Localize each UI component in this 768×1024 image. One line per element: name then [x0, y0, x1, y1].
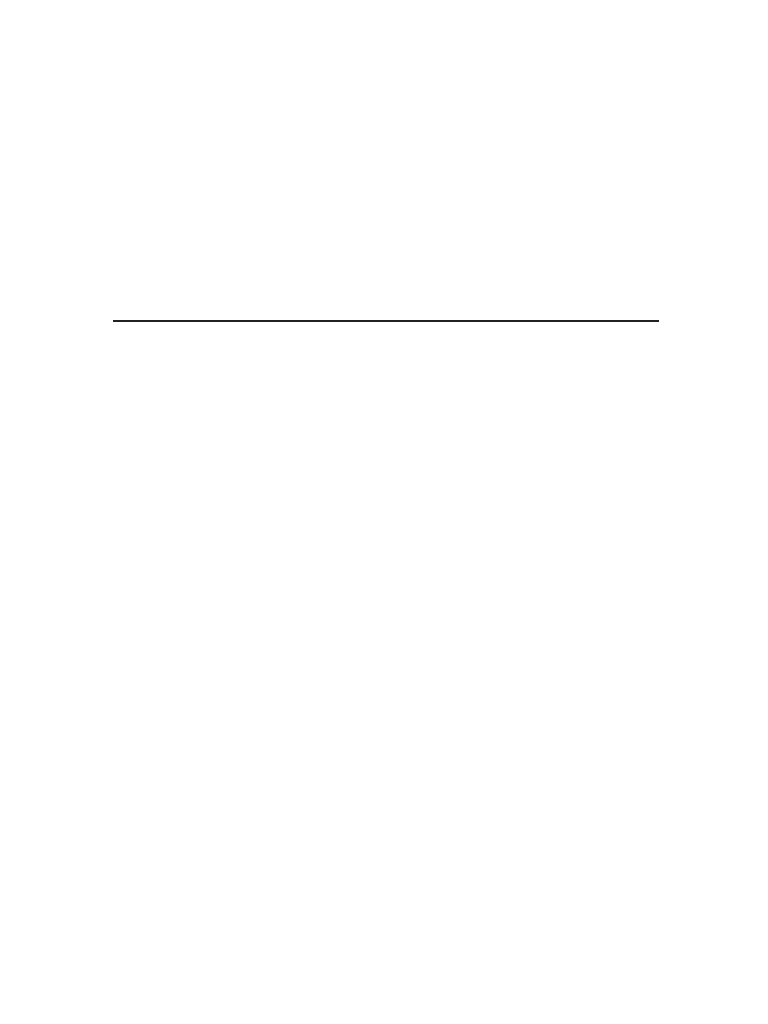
column-header-standard [114, 321, 389, 322]
column-header-category [389, 321, 659, 322]
table-header-row [114, 321, 659, 322]
classification-table [113, 320, 659, 322]
